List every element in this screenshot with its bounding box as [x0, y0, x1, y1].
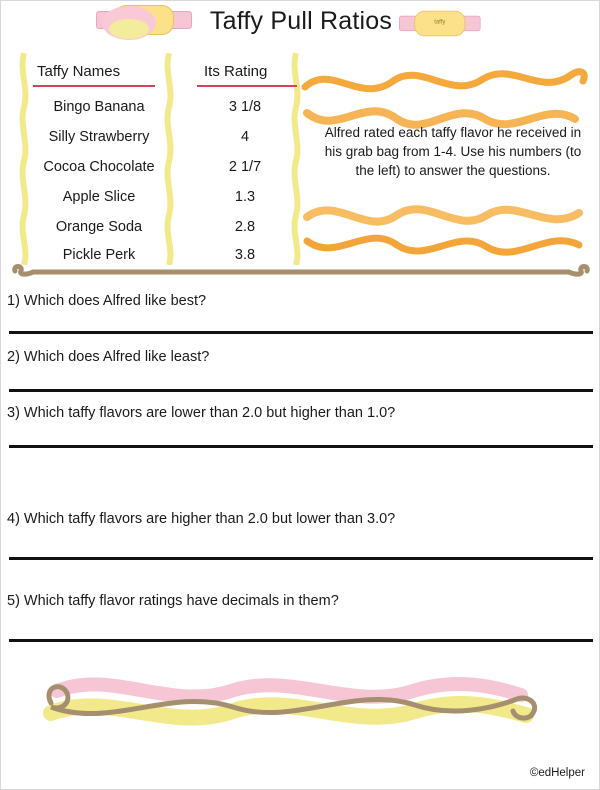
decorative-rule-brown — [9, 263, 593, 277]
table-cell-rating: 3 1/8 — [228, 99, 262, 115]
table-cell-name: Orange Soda — [55, 219, 143, 235]
answer-line-4[interactable] — [9, 557, 593, 560]
question-5: 5) Which taffy flavor ratings have decimals in them? — [7, 593, 339, 609]
table-cell-name: Pickle Perk — [62, 247, 136, 263]
header-underline-rating — [197, 85, 297, 87]
instructions-text: Alfred rated each taffy flavor he received in his grab bag from 1-4. Use his numbers (to the left) to answer the questions. — [324, 125, 582, 178]
table-divider-middle — [164, 53, 174, 265]
answer-line-5[interactable] — [9, 639, 593, 642]
table-cell-name: Silly Strawberry — [48, 129, 150, 145]
decorative-wave-orange-4 — [301, 223, 591, 263]
decorative-footer-flourish — [21, 669, 581, 751]
question-3: 3) Which taffy flavors are lower than 2.0 but higher than 1.0? — [7, 405, 396, 421]
table-cell-name: Bingo Banana — [53, 99, 145, 115]
page-title: Taffy Pull Ratios — [209, 7, 393, 35]
table-cell-rating: 2.8 — [234, 219, 256, 235]
question-4: 4) Which taffy flavors are higher than 2.0 but lower than 3.0? — [7, 511, 396, 527]
answer-line-1[interactable] — [9, 331, 593, 334]
table-header-names: Taffy Names — [37, 63, 121, 80]
decorative-blob-top-left — [101, 1, 157, 45]
table-cell-rating: 4 — [240, 129, 250, 145]
answer-line-2[interactable] — [9, 389, 593, 392]
page-header — [1, 1, 600, 49]
table-cell-rating: 2 1/7 — [228, 159, 262, 175]
table-cell-name: Cocoa Chocolate — [43, 159, 155, 175]
table-cell-rating: 3.8 — [234, 247, 256, 263]
candy-label: taffy — [434, 19, 446, 26]
taffy-candy-icon-right — [399, 9, 481, 38]
table-header-rating: Its Rating — [204, 63, 268, 80]
question-1: 1) Which does Alfred like best? — [7, 293, 207, 309]
question-2: 2) Which does Alfred like least? — [7, 349, 210, 365]
ratings-table — [19, 53, 309, 265]
table-divider-left — [19, 53, 29, 265]
answer-line-3[interactable] — [9, 445, 593, 448]
credit-text: ©edHelper — [529, 767, 585, 779]
table-cell-name: Apple Slice — [62, 189, 136, 205]
table-cell-rating: 1.3 — [234, 189, 256, 205]
header-underline-names — [33, 85, 155, 87]
